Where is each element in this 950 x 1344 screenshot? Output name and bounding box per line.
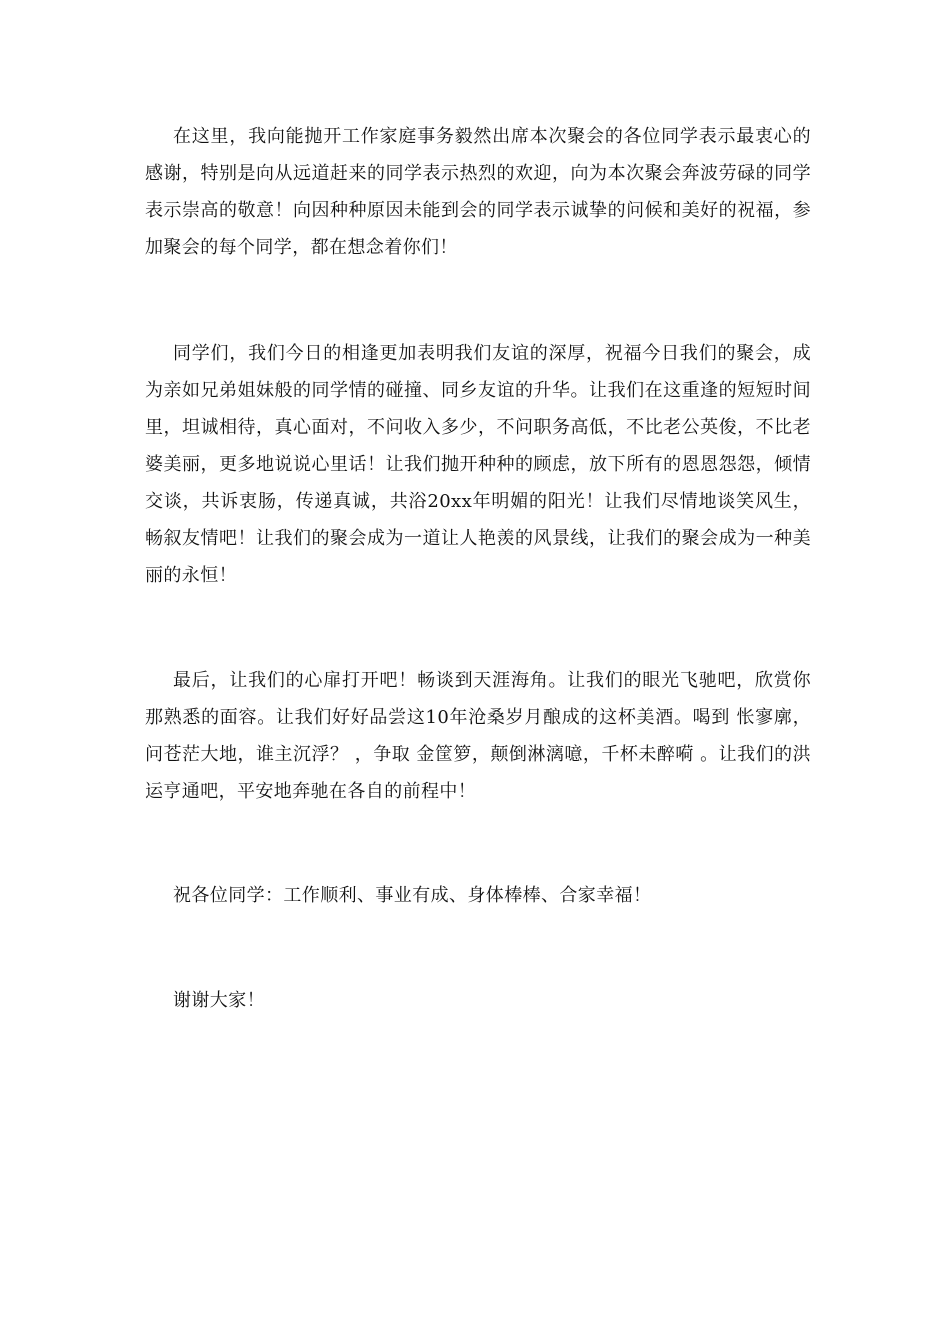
paragraph-thanks: 在这里，我向能抛开工作家庭事务毅然出席本次聚会的各位同学表示最衷心的感谢，特别是向从远道赶来的同学表示热烈的欢迎，向为本次聚会奔波劳碌的同学表示崇高的敬意！向因种种原因未能到会的同学表示诚挚的问候和美好的祝福，参加聚会的每个同学，都在想念着你们！: [145, 126, 811, 258]
paragraph-wishes: 祝各位同学：工作顺利、事业有成、身体棒棒、合家幸福！: [173, 885, 652, 906]
paragraph-closing: 最后，让我们的心扉打开吧！畅谈到天涯海角。让我们的眼光飞驰吧，欣赏你那熟悉的面容。让我们好好品尝这10年沧桑岁月酿成的这杯美酒。喝到 怅寥廓，问苍茫大地，谁主沉浮？ ，争取 金筐箩，颠倒淋漓噫，千杯未醉嗬 。让我们的洪运亨通吧，平安地奔驰在各自的前程中！: [145, 670, 811, 802]
paragraph-reunion: 同学们，我们今日的相逢更加表明我们友谊的深厚，祝福今日我们的聚会，成为亲如兄弟姐妹般的同学情的碰撞、同乡友谊的升华。让我们在这重逢的短短时间里，坦诚相待，真心面对，不问收入多少，不问职务高低，不比老公英俊，不比老婆美丽，更多地说说心里话！让我们抛开种种的顾虑，放下所有的恩恩怨怨，倾情交谈，共诉衷肠，传递真诚，共浴20xx年明媚的阳光！让我们尽情地谈笑风生，畅叙友情吧！让我们的聚会成为一道让人艳羡的风景线，让我们的聚会成为一种美丽的永恒！: [145, 343, 811, 586]
paragraph-thank-you: 谢谢大家！: [173, 990, 265, 1011]
